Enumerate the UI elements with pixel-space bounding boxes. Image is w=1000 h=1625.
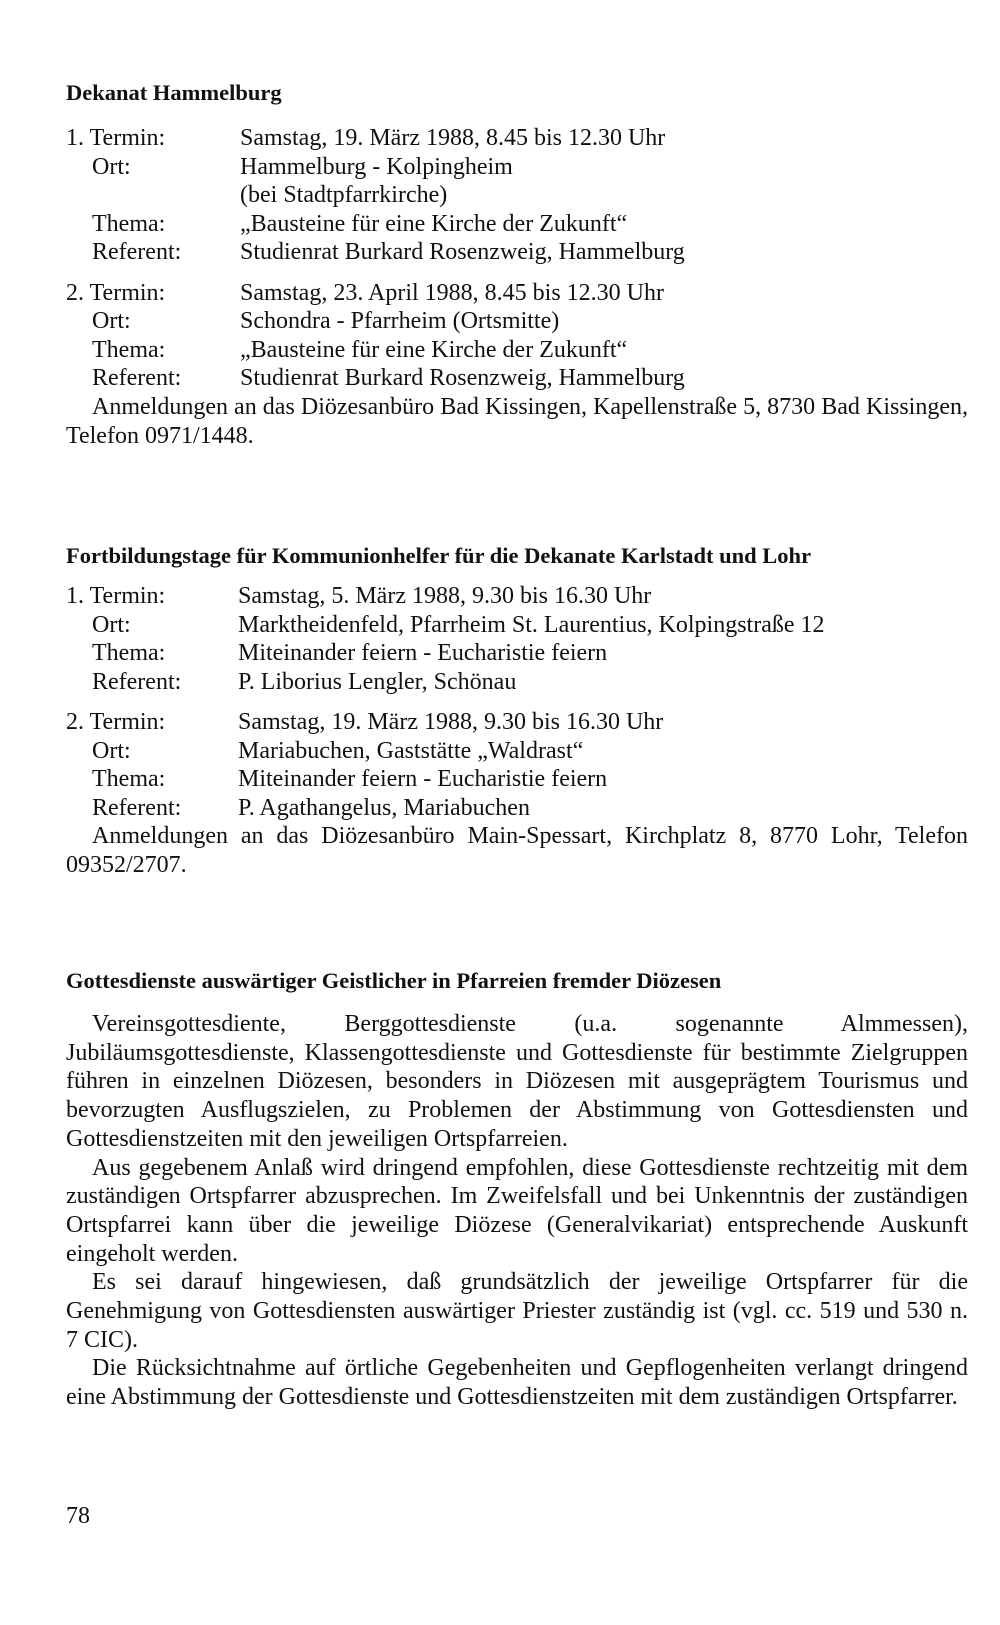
ort-row bbox=[66, 611, 968, 640]
referent-value: Studienrat Burkard Rosenzweig, Hammelburg bbox=[240, 365, 685, 391]
page-number: 78 bbox=[66, 1503, 90, 1529]
thema-label: Thema: bbox=[92, 640, 166, 666]
thema-label: Thema: bbox=[92, 210, 166, 237]
termin-row bbox=[66, 708, 968, 737]
section-gottesdienste bbox=[66, 967, 968, 1412]
referent-label: Referent: bbox=[92, 794, 182, 821]
referent-label: Referent: bbox=[92, 668, 182, 695]
section-heading: Dekanat Hammelburg bbox=[66, 80, 282, 105]
ort-value-continued: (bei Stadtpfarrkirche) bbox=[240, 182, 448, 208]
termin-value: Samstag, 23. April 1988, 8.45 bis 12.30 Uhr bbox=[240, 279, 664, 306]
paragraph: Es sei darauf hingewiesen, daß grundsätzlich der jeweilige Ortspfarrer für die Genehmigung von Gottesdiensten auswärtiger Priester zuständig ist (vgl. cc. 519 und 530 n. 7 CIC). bbox=[66, 1269, 968, 1353]
ort-label: Ort: bbox=[92, 153, 131, 180]
registration-note: Anmeldungen an das Diözesanbüro Bad Kissingen, Kapellenstraße 5, 8730 Bad Kissingen, Telefon 0971/1448. bbox=[66, 393, 968, 449]
paragraph: Die Rücksichtnahme auf örtliche Gegebenheiten und Gepflogenheiten verlangt dringend eine Abstimmung der Gottesdienste und Gottesdienstzeiten mit dem zuständigen Ortspfarrer. bbox=[66, 1355, 968, 1411]
referent-label: Referent: bbox=[92, 365, 182, 391]
termin-block-1 bbox=[66, 124, 968, 267]
section-heading: Gottesdienste auswärtiger Geistlicher in Pfarreien fremder Diözesen bbox=[66, 968, 722, 993]
ort-row bbox=[66, 307, 968, 336]
section-karlstadt-lohr bbox=[66, 542, 968, 880]
referent-value: Studienrat Burkard Rosenzweig, Hammelburg bbox=[240, 239, 685, 265]
ort-label: Ort: bbox=[92, 308, 131, 334]
thema-label: Thema: bbox=[92, 766, 166, 792]
ort-label: Ort: bbox=[92, 737, 131, 764]
ort-row bbox=[66, 737, 968, 766]
termin-block-2 bbox=[66, 708, 968, 822]
ort-row bbox=[66, 153, 968, 182]
ort-value: Schondra - Pfarrheim (Ortsmitte) bbox=[240, 308, 560, 334]
termin-label: 1. Termin: bbox=[66, 583, 166, 609]
thema-label: Thema: bbox=[92, 336, 166, 363]
referent-row bbox=[66, 794, 968, 823]
thema-value: „Bausteine für eine Kirche der Zukunft“ bbox=[240, 336, 628, 363]
section-hammelburg bbox=[66, 79, 968, 451]
termin-row bbox=[66, 124, 968, 153]
referent-row bbox=[66, 668, 968, 697]
thema-value: „Bausteine für eine Kirche der Zukunft“ bbox=[240, 210, 628, 237]
ort-row-continued bbox=[66, 181, 968, 210]
thema-value: Miteinander feiern - Eucharistie feiern bbox=[238, 640, 608, 666]
termin-block-1 bbox=[66, 582, 968, 696]
ort-label: Ort: bbox=[92, 611, 131, 638]
registration-note: Anmeldungen an das Diözesanbüro Main-Spessart, Kirchplatz 8, 8770 Lohr, Telefon 09352/2707. bbox=[66, 823, 968, 878]
ort-value: Hammelburg - Kolpingheim bbox=[240, 153, 513, 180]
thema-value: Miteinander feiern - Eucharistie feiern bbox=[238, 766, 608, 792]
referent-row bbox=[66, 364, 968, 393]
thema-row bbox=[66, 210, 968, 239]
termin-row bbox=[66, 279, 968, 308]
referent-label: Referent: bbox=[92, 239, 182, 265]
termin-value: Samstag, 5. März 1988, 9.30 bis 16.30 Uhr bbox=[238, 583, 652, 609]
referent-value: P. Agathangelus, Mariabuchen bbox=[238, 794, 530, 821]
referent-row bbox=[66, 238, 968, 267]
referent-value: P. Liborius Lengler, Schönau bbox=[238, 668, 517, 695]
termin-label: 2. Termin: bbox=[66, 279, 166, 306]
termin-value: Samstag, 19. März 1988, 9.30 bis 16.30 Uhr bbox=[238, 709, 664, 735]
thema-row bbox=[66, 336, 968, 365]
paragraph: Aus gegebenem Anlaß wird dringend empfohlen, diese Gottesdienste rechtzeitig mit dem zuständigen Ortspfarrer abzusprechen. Im Zweifelsfall und bei Unkenntnis der zuständigen Ortspfarrei kann über die jeweilige Diözese (Generalvikariat) entsprechende Auskunft eingeholt werden. bbox=[66, 1154, 968, 1267]
termin-value: Samstag, 19. März 1988, 8.45 bis 12.30 Uhr bbox=[240, 125, 666, 151]
thema-row bbox=[66, 639, 968, 668]
ort-value: Mariabuchen, Gaststätte „Waldrast“ bbox=[238, 737, 584, 764]
ort-value: Marktheidenfeld, Pfarrheim St. Laurentius, Kolpingstraße 12 bbox=[238, 611, 825, 638]
section-heading: Fortbildungstage für Kommunionhelfer für die Dekanate Karlstadt und Lohr bbox=[66, 543, 812, 568]
thema-row bbox=[66, 765, 968, 794]
termin-label: 2. Termin: bbox=[66, 709, 166, 735]
termin-label: 1. Termin: bbox=[66, 125, 166, 151]
termin-block-2 bbox=[66, 279, 968, 393]
termin-row bbox=[66, 582, 968, 611]
paragraph: Vereinsgottesdiente, Berggottesdienste (u.a. sogenannte Almmessen), Jubiläumsgottesdienste, Klassengottesdienste und Gottesdienste für bestimmte Zielgruppen führen in einzelnen Diözesen, besonders in Diözesen mit ausgeprägtem Tourismus und bevorzugten Ausflugszielen, zu Problemen der Abstimmung von Gottesdiensten und Gottesdienstzeiten mit den jeweiligen Ortspfarreien. bbox=[66, 1011, 968, 1152]
